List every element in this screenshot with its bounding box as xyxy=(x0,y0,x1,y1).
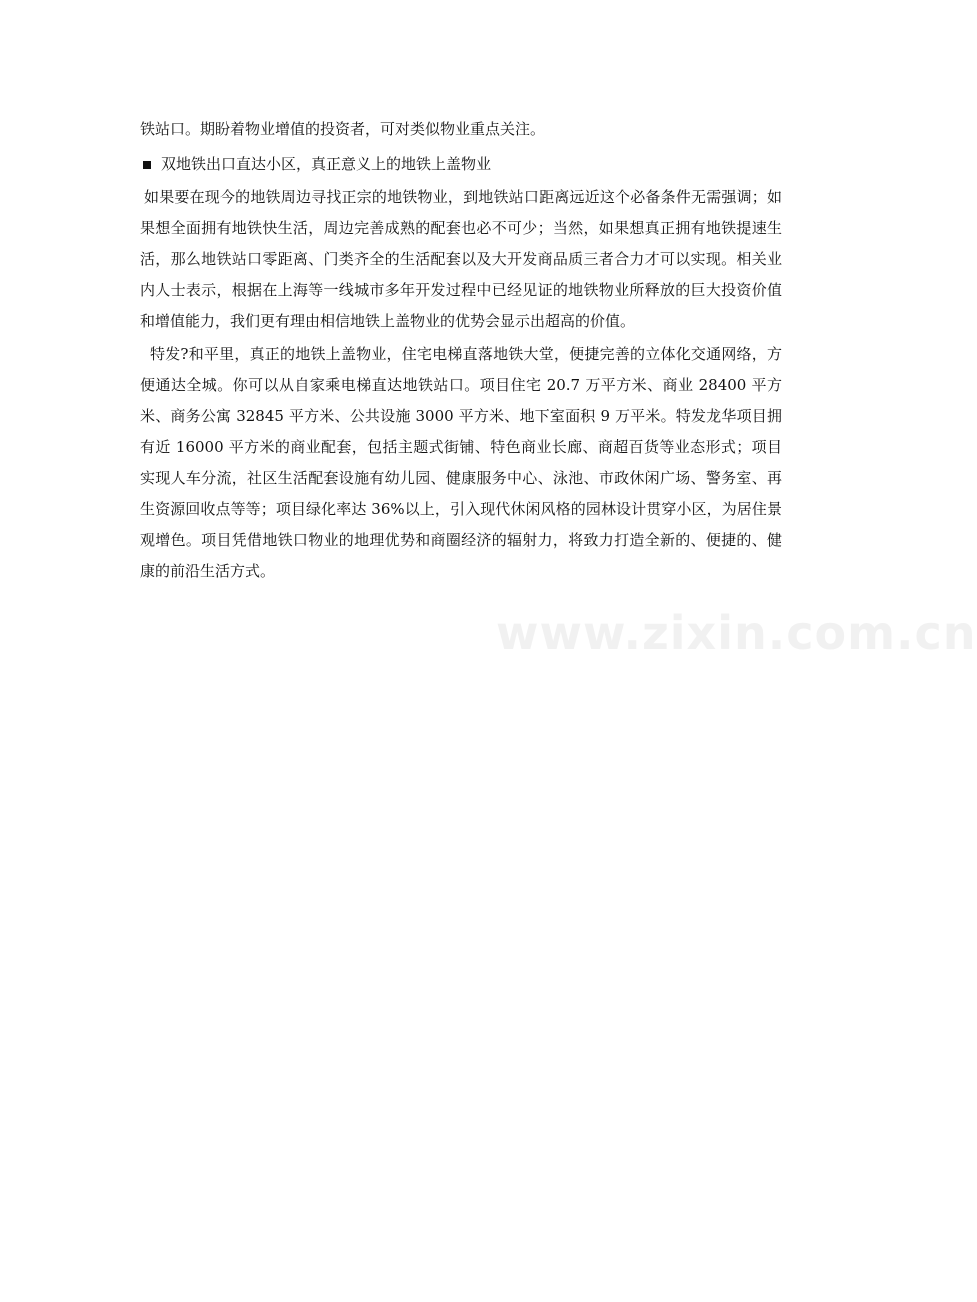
watermark: www.zixin.com.cn xyxy=(496,606,977,660)
document-body xyxy=(140,114,782,587)
continuation-line: 铁站口。期盼着物业增值的投资者，可对类似物业重点关注。 xyxy=(140,120,546,138)
bullet-heading-text: 双地铁出口直达小区，真正意义上的地铁上盖物业 xyxy=(161,155,492,173)
paragraph-project-details: 特发?和平里，真正的地铁上盖物业，住宅电梯直落地铁大堂，便捷完善的立体化交通网络，方便通达全城。你可以从自家乘电梯直达地铁站口。项目住宅 20.7 万平方米、商业 28400 平方米、商务公寓 32845 平方米、公共设施 3000 平方米、地下室面积 9 万平米。特发龙华项目拥有近 16000 平方米的商业配套，包括主题式街铺、特色商业长廊、商超百货等业态形式；项目实现人车分流，社区生活配套设施有幼儿园、健康服务中心、泳池、市政休闲广场、警务室、再生资源回收点等等；项目绿化率达 36%以上，引入现代休闲风格的园林设计贯穿小区，为居住景观增色。项目凭借地铁口物业的地理优势和商圈经济的辐射力，将致力打造全新的、便捷的、健康的前沿生活方式。 xyxy=(140,345,782,580)
bullet-heading xyxy=(140,149,782,180)
black-square-bullet-icon xyxy=(143,161,151,169)
paragraph-subway-property: 如果要在现今的地铁周边寻找正宗的地铁物业，到地铁站口距离远近这个必备条件无需强调；如果想全面拥有地铁快生活，周边完善成熟的配套也必不可少；当然，如果想真正拥有地铁提速生活，那么地铁站口零距离、门类齐全的生活配套以及大开发商品质三者合力才可以实现。相关业内人士表示，根据在上海等一线城市多年开发过程中已经见证的地铁物业所释放的巨大投资价值和增值能力，我们更有理由相信地铁上盖物业的优势会显示出超高的价值。 xyxy=(140,188,782,330)
